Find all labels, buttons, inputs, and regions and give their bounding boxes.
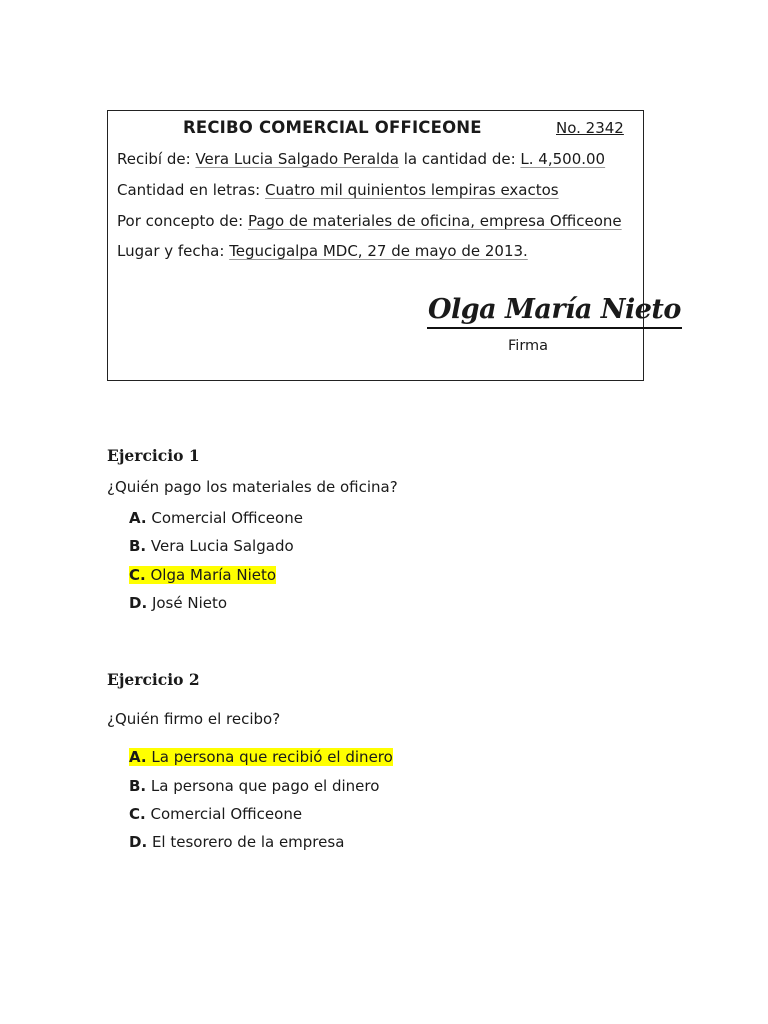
option-text: La persona que pago el dinero [150, 777, 380, 795]
option-text: La persona que recibió el dinero [151, 748, 393, 766]
option-text: El tesorero de la empresa [151, 833, 345, 851]
exercise-1-question: ¿Quién pago los materiales de oficina? [107, 478, 398, 496]
receipt-number: No. 2342 [556, 119, 624, 137]
exercise-1-option-a [129, 509, 303, 527]
exercise-2-option-a [129, 748, 393, 766]
exercise-1-title: Ejercicio 1 [107, 446, 200, 465]
option-letter: B. [129, 537, 147, 555]
signature-caption: Firma [508, 338, 549, 354]
option-letter: D. [129, 833, 148, 851]
received-line [117, 150, 605, 168]
option-text: Olga María Nieto [150, 566, 277, 584]
received-from-value: Vera Lucia Salgado Peralda [195, 150, 399, 168]
option-text: José Nieto [151, 594, 228, 612]
exercise-1-option-c [129, 566, 276, 584]
signature: Olga María Nieto [427, 294, 682, 329]
exercise-2-question: ¿Quién firmo el recibo? [107, 710, 281, 728]
place-value: Tegucigalpa MDC, 27 de mayo de 2013. [229, 242, 528, 260]
option-letter: D. [129, 594, 148, 612]
place-line [117, 242, 528, 260]
concept-value: Pago de materiales de oficina, empresa Officeone [247, 212, 622, 230]
concept-line [117, 212, 622, 230]
exercise-2-option-d [129, 833, 344, 851]
receipt-box [107, 110, 681, 381]
exercise-2-option-c [129, 805, 302, 823]
received-label: Recibí de: [117, 150, 191, 168]
words-label: Cantidad en letras: [117, 181, 261, 199]
highlighted-answer [129, 748, 393, 766]
concept-label: Por concepto de: [117, 212, 244, 230]
words-value: Cuatro mil quinientos lempiras exactos [265, 181, 559, 199]
highlighted-answer [129, 566, 276, 584]
option-text: Comercial Officeone [151, 509, 303, 527]
option-letter: B. [129, 777, 147, 795]
exercise-2-option-b [129, 777, 379, 795]
receipt-title: RECIBO COMERCIAL OFFICEONE [183, 118, 482, 137]
option-letter: A. [129, 748, 147, 766]
exercise-1-option-d [129, 594, 227, 612]
place-label: Lugar y fecha: [117, 242, 225, 260]
option-text: Vera Lucia Salgado [150, 537, 294, 555]
amount-value: L. 4,500.00 [520, 150, 606, 168]
option-letter: C. [129, 805, 146, 823]
exercise-1-option-b [129, 537, 294, 555]
exercise-2-title: Ejercicio 2 [107, 670, 200, 689]
amount-label: la cantidad de: [403, 150, 516, 168]
option-letter: C. [129, 566, 146, 584]
words-line [117, 181, 559, 199]
option-text: Comercial Officeone [150, 805, 303, 823]
option-letter: A. [129, 509, 147, 527]
